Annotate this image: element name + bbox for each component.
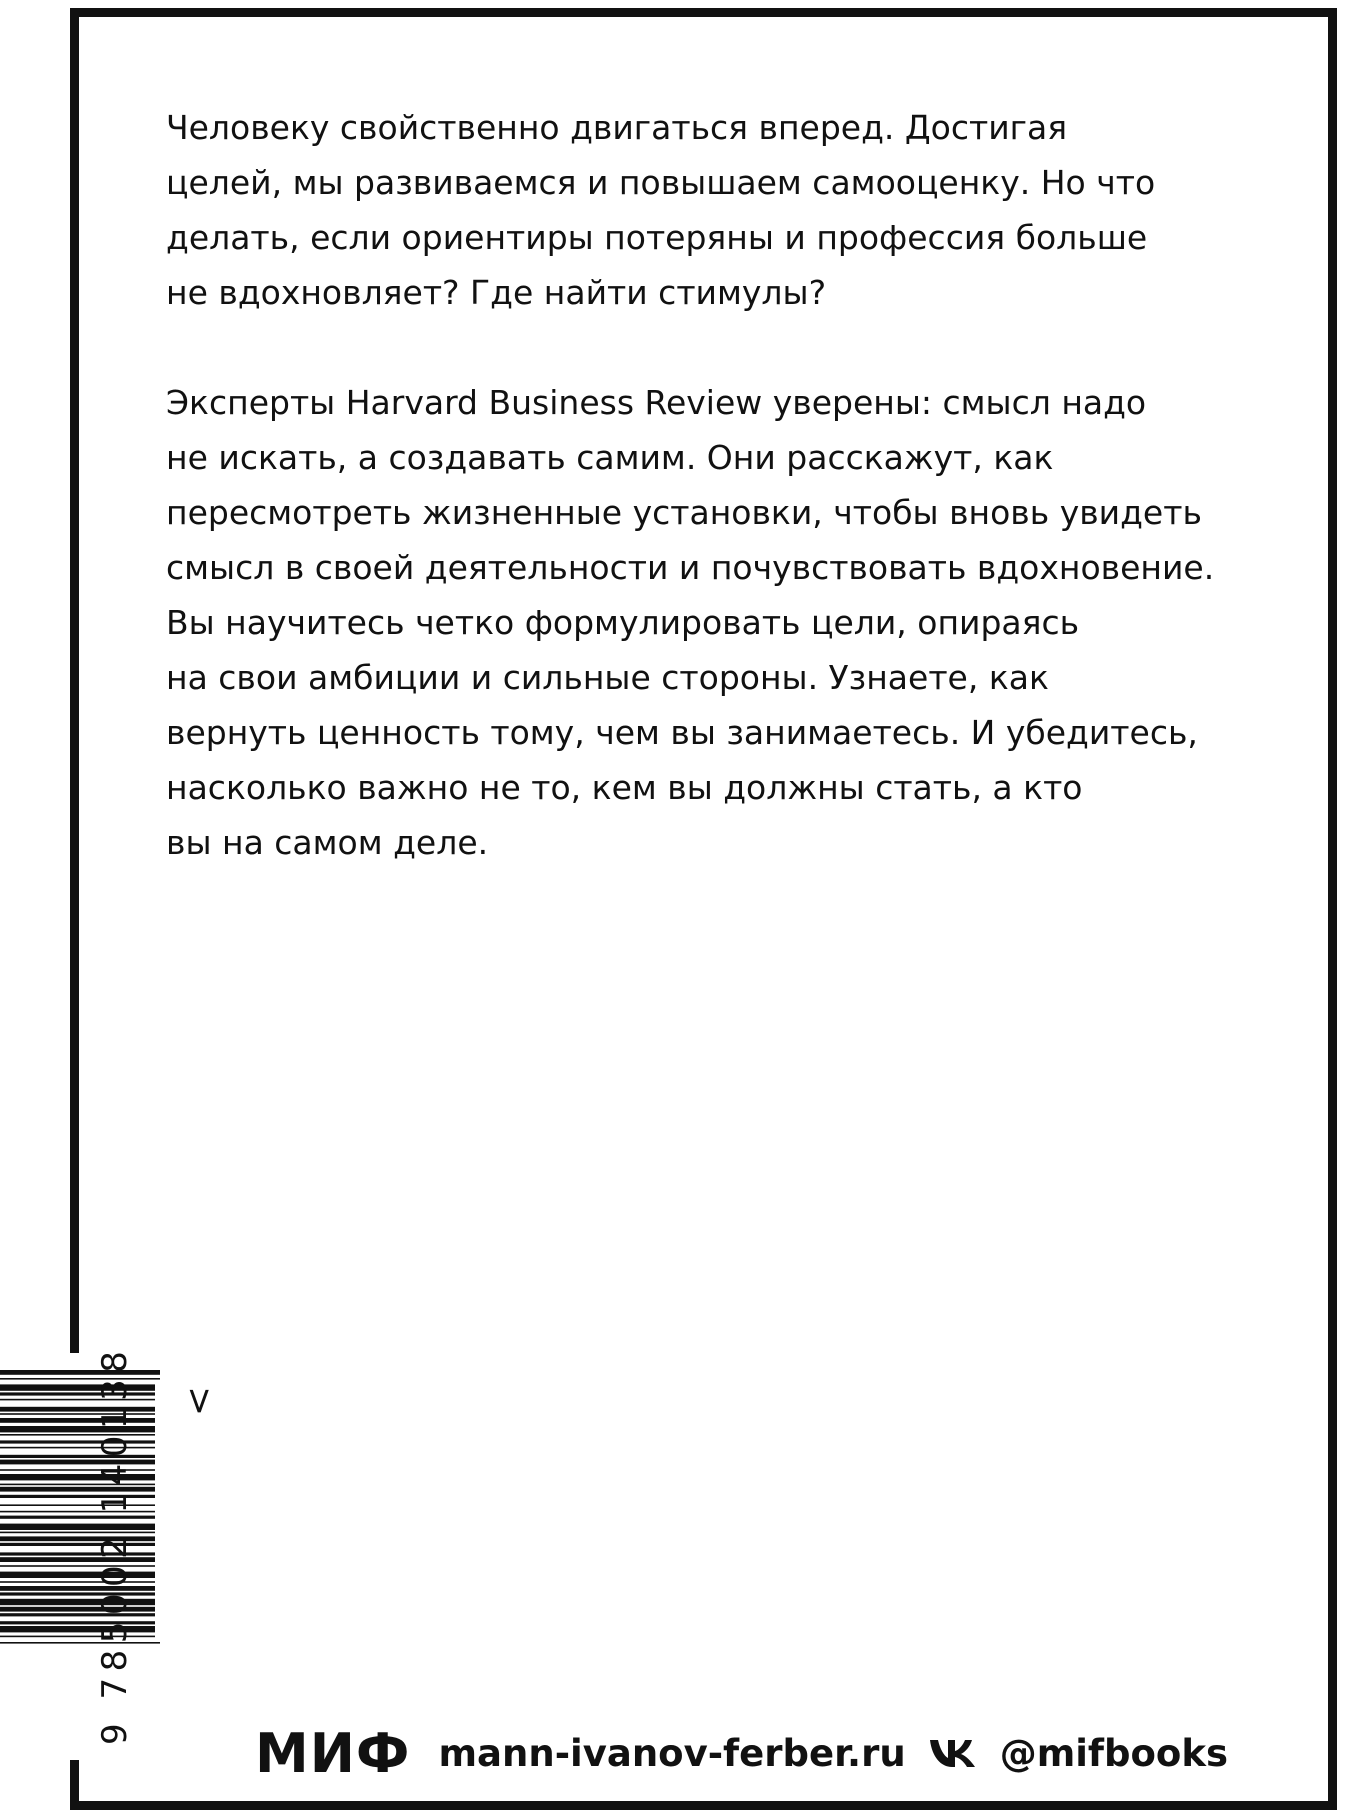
- isbn-barcode: [0, 1370, 220, 1760]
- text-line: насколько важно не то, кем вы должны стать, а кто: [166, 768, 1083, 807]
- text-line: вернуть ценность тому, чем вы занимаетесь. И убедитесь,: [166, 713, 1198, 752]
- text-line: целей, мы развиваемся и повышаем самооценку. Но что: [166, 163, 1156, 202]
- barcode-bar: [0, 1378, 160, 1380]
- publisher-website[interactable]: mann-ivanov-ferber.ru: [438, 1731, 906, 1775]
- text-line: вы на самом деле.: [166, 823, 489, 862]
- publisher-logo: МИФ: [255, 1721, 411, 1785]
- barcode-bar: [0, 1370, 160, 1375]
- annotation-paragraph-2: [166, 375, 1286, 870]
- text-line: делать, если ориентиры потеряны и профессия больше: [166, 218, 1148, 257]
- annotation-paragraph-1: [166, 100, 1286, 320]
- vk-icon: [928, 1737, 978, 1769]
- social-handle[interactable]: @mifbooks: [999, 1731, 1228, 1775]
- frame-top-border: [70, 8, 1337, 17]
- text-line: Эксперты Harvard Business Review уверены: смысл надо: [166, 383, 1147, 422]
- frame-right-border: [1328, 8, 1337, 1810]
- text-line: на свои амбиции и сильные стороны. Узнаете, как: [166, 658, 1049, 697]
- frame-bottom-border: [70, 1801, 1337, 1810]
- frame-left-border-upper: [70, 8, 79, 1353]
- barcode-bars: [0, 1370, 160, 1644]
- publisher-footer: [255, 1718, 1228, 1788]
- text-line: не вдохновляет? Где найти стимулы?: [166, 273, 827, 312]
- text-line: Вы научитесь четко формулировать цели, опираясь: [166, 603, 1080, 642]
- isbn-digits: 9 785002 140138: [95, 1344, 135, 1745]
- text-line: пересмотреть жизненные установки, чтобы вновь увидеть: [166, 493, 1202, 532]
- frame-left-border-lower: [70, 1760, 79, 1810]
- text-line: смысл в своей деятельности и почувствовать вдохновение.: [166, 548, 1215, 587]
- text-line: не искать, а создавать самим. Они расскажут, как: [166, 438, 1054, 477]
- barcode-quiet-zone-mark: >: [179, 1386, 220, 1417]
- book-annotation: [166, 100, 1286, 870]
- text-line: Человеку свойственно двигаться вперед. Достигая: [166, 108, 1068, 147]
- barcode-bar: [0, 1642, 160, 1644]
